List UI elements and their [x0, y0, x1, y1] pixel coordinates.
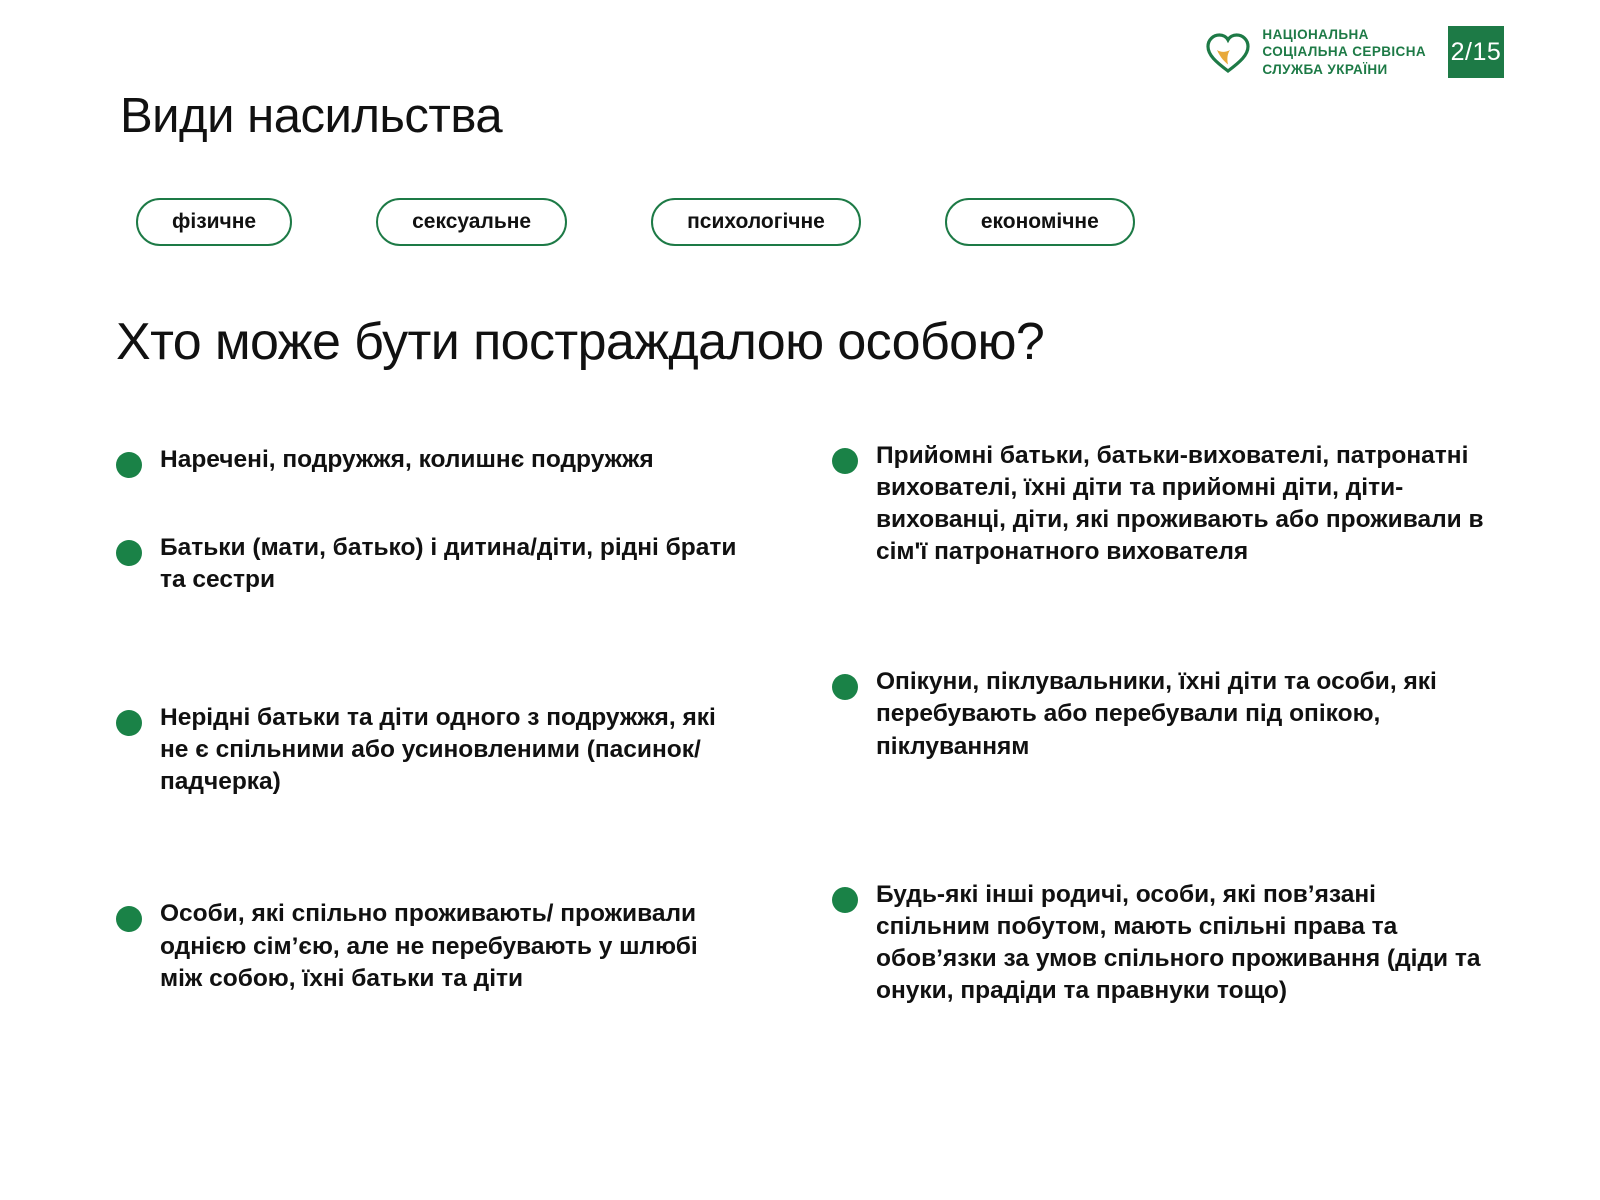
organization-name: [1262, 27, 1426, 76]
bullet-dot-icon: [832, 448, 858, 474]
violence-type-chips: [136, 198, 1135, 246]
logo-line-1: НАЦІОНАЛЬНА: [1262, 27, 1369, 43]
list-item-text: Прийомні батьки, батьки-вихователі, патронатні вихователі, їхні діти та прийомні діти, діти-вихованці, діти, які проживають або проживали в сім'ї патронатного вихователя: [876, 442, 1484, 566]
slide-header: [1204, 26, 1504, 78]
bullet-dot-icon: [116, 452, 142, 478]
bullet-dot-icon: [832, 887, 858, 913]
list-item: [116, 702, 776, 798]
list-item-text: Батьки (мати, батько) і дитина/діти, рідні брати та сестри: [160, 534, 737, 594]
victim-categories: [116, 440, 1496, 1093]
chip-sexual[interactable]: сексуальне: [376, 198, 567, 246]
list-item-text: Наречені, подружжя, колишнє подружжя: [160, 446, 654, 473]
page-indicator: 2/15: [1448, 26, 1504, 78]
list-item-text: Опікуни, піклувальники, їхні діти та особи, які перебувають або перебували під опікою, піклуванням: [876, 668, 1437, 760]
chip-economic[interactable]: економічне: [945, 198, 1135, 246]
section-title: Хто може бути постраждалою особою?: [116, 313, 1045, 371]
list-item-text: Особи, які спільно проживають/ проживали однією сім’єю, але не перебувають у шлюбі між собою, їхні батьки та діти: [160, 900, 698, 992]
list-item: [116, 444, 776, 478]
bullet-dot-icon: [116, 540, 142, 566]
column-left: [116, 440, 776, 1093]
bullet-dot-icon: [116, 906, 142, 932]
heart-logo-icon: [1204, 28, 1252, 76]
bullet-dot-icon: [116, 710, 142, 736]
logo-line-3: СЛУЖБА УКРАЇНИ: [1262, 61, 1388, 77]
page-title: Види насильства: [120, 89, 503, 143]
list-item: [832, 666, 1492, 762]
list-item: [116, 898, 776, 994]
chip-physical[interactable]: фізичне: [136, 198, 292, 246]
list-item: [832, 440, 1492, 568]
list-item-text: Будь-які інші родичі, особи, які пов’язані спільним побутом, мають спільні права та обов’язки за умов спільного проживання (діди та онуки, прадіди та правнуки тощо): [876, 880, 1481, 1004]
list-item-text: Нерідні батьки та діти одного з подружжя, які не є спільними або усиновленими (пасинок/падчерка): [160, 704, 716, 796]
chip-psychological[interactable]: психологічне: [651, 198, 861, 246]
list-item: [116, 532, 776, 596]
list-item: [832, 879, 1492, 1007]
bullet-dot-icon: [832, 674, 858, 700]
organization-logo: [1204, 27, 1426, 76]
logo-line-2: СОЦІАЛЬНА СЕРВІСНА: [1262, 44, 1426, 60]
column-right: [832, 440, 1492, 1093]
